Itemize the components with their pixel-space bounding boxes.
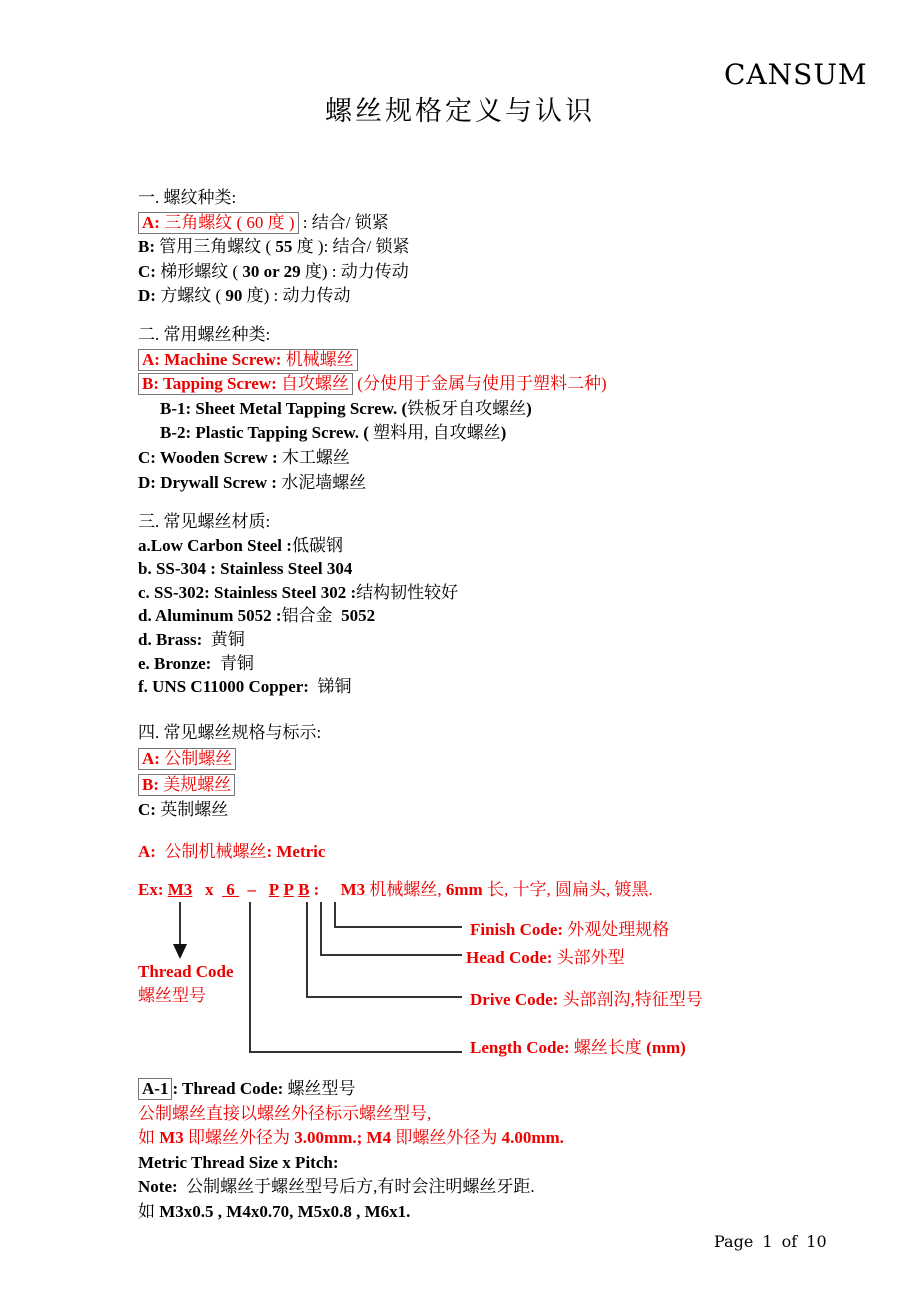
example-designation: Ex: M3 x 6 – P P B : M3 机械螺丝, 6mm 长, 十字, 圆扁头, 镀黑.: [138, 880, 653, 899]
section-materials: [138, 510, 458, 699]
metric-subheading: A: 公制机械螺丝: Metric: [138, 842, 326, 861]
thread-type-b: B: 管用三角螺纹 ( 55 度 ): 结合/ 锁紧: [138, 237, 410, 257]
spec-metric: [138, 746, 321, 772]
head-code-connector: [321, 902, 462, 955]
page-title: 螺丝规格定义与认识: [325, 96, 595, 126]
section-4-heading: 四. 常见螺丝规格与标示:: [138, 723, 322, 742]
material-ss304: b. SS-304 : Stainless Steel 304: [138, 559, 353, 579]
thread-code-arrowhead: [173, 944, 187, 959]
a1-note-line-2: 如 M3 即螺丝外径为 3.00mm.; M4 即螺丝外径为 4.00mm.: [138, 1128, 564, 1148]
section-spec-systems: [138, 720, 321, 823]
highlight-box: A: 三角螺纹 ( 60 度 ): [138, 212, 299, 234]
finish-code-connector: [335, 902, 462, 927]
section-thread-code-detail: [138, 1077, 564, 1225]
section-2-heading: 二. 常用螺丝种类:: [138, 325, 271, 344]
pitch-examples: 如 M3x0.5 , M4x0.70, M5x0.8 , M6x1.: [138, 1201, 411, 1221]
spec-imperial: C: 英制螺丝: [138, 800, 229, 820]
page-number: Page 1 of 10: [714, 1232, 827, 1251]
thread-type-d: D: 方螺纹 ( 90 度) : 动力传动: [138, 286, 351, 306]
screw-kind-plastic-tapping: B-2: Plastic Tapping Screw. ( 塑料用, 自攻螺丝): [160, 423, 507, 443]
screw-kind-machine: [138, 348, 607, 373]
material-brass: d. Brass: 黄铜: [138, 629, 245, 649]
length-code-label: Length Code: 螺丝长度 (mm): [470, 1038, 686, 1057]
section-1-heading: 一. 螺纹种类:: [138, 188, 237, 207]
finish-code-label: Finish Code: 外观处理规格: [470, 920, 670, 939]
material-aluminum: d. Aluminum 5052 :铝合金 5052: [138, 606, 376, 626]
length-code-connector: [250, 902, 462, 1052]
a1-heading: A-1 : Thread Code: 螺丝型号: [138, 1077, 564, 1102]
highlight-box: A: Machine Screw: 机械螺丝: [138, 349, 358, 371]
spec-us: [138, 772, 321, 798]
material-copper: f. UNS C11000 Copper: 锑铜: [138, 677, 352, 697]
material-low-carbon-steel: a.Low Carbon Steel :低碳钢: [138, 535, 343, 555]
drive-code-connector: [307, 902, 462, 997]
a1-box: A-1: [138, 1078, 172, 1100]
pitch-note: Note: 公制螺丝于螺丝型号后方,有时会注明螺丝牙距.: [138, 1177, 535, 1197]
drive-code-label: Drive Code: 头部剖沟,特征型号: [470, 990, 703, 1009]
thread-type-a: A: 三角螺纹 ( 60 度 ) : 结合/ 锁紧: [138, 211, 410, 236]
highlight-box: B: 美规螺丝: [138, 774, 235, 796]
highlight-box: B: Tapping Screw: 自攻螺丝: [138, 373, 353, 395]
highlight-box: A: 公制螺丝: [138, 748, 236, 770]
company-logo: CANSUM: [724, 58, 868, 91]
a1-note-line-1: 公制螺丝直接以螺丝外径标示螺丝型号,: [138, 1103, 432, 1123]
thread-type-c: C: 梯形螺纹 ( 30 or 29 度) : 动力传动: [138, 261, 409, 281]
section-thread-types: [138, 186, 410, 309]
thread-code-label: Thread Code 螺丝型号: [138, 962, 234, 1005]
head-code-label: Head Code: 头部外型: [466, 948, 625, 967]
screw-kind-tapping: B: Tapping Screw: 自攻螺丝 (分使用于金属与使用于塑料二种): [138, 372, 607, 397]
code-breakdown-diagram: [0, 898, 920, 1078]
material-bronze: e. Bronze: 青铜: [138, 653, 254, 673]
screw-kind-wooden: C: Wooden Screw : 木工螺丝: [138, 447, 350, 467]
material-ss302: c. SS-302: Stainless Steel 302 :结构韧性较好: [138, 582, 459, 602]
metric-pitch-heading: Metric Thread Size x Pitch:: [138, 1152, 339, 1172]
screw-kind-drywall: D: Drywall Screw : 水泥墙螺丝: [138, 472, 367, 492]
screw-kind-sheet-metal: B-1: Sheet Metal Tapping Screw. (铁板牙自攻螺丝): [160, 398, 532, 418]
section-3-heading: 三. 常见螺丝材质:: [138, 512, 271, 531]
section-screw-kinds: [138, 323, 607, 495]
